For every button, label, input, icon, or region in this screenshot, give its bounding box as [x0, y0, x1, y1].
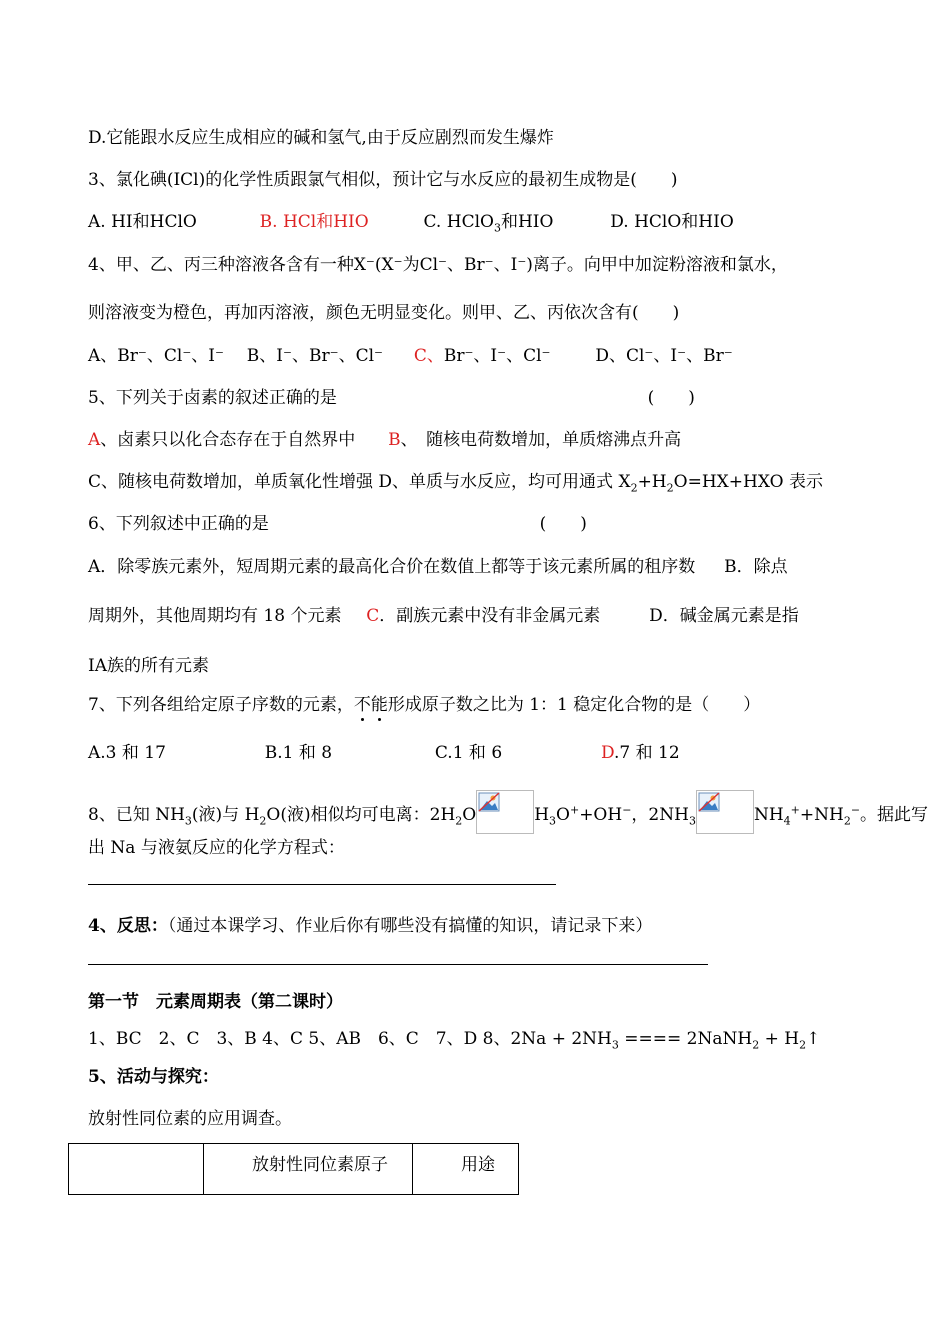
- reflection-title: 4、反思：: [88, 916, 168, 936]
- question-4-line1: 4、甲、乙、丙三种溶液各含有一种X⁻(X⁻为Cl⁻、Br⁻、I⁻)离子。向甲中加淀粉溶液和氯水，: [88, 255, 788, 275]
- q6-option-c-letter: C: [366, 606, 380, 626]
- q5-option-b: 、 随核电荷数增加，单质熔沸点升高: [400, 430, 682, 450]
- table-row: [69, 1144, 519, 1195]
- question-7-options: [88, 741, 680, 765]
- q4-option-b: B、I⁻、Br⁻、Cl⁻: [246, 346, 383, 366]
- q3-option-d: D. HClO和HIO: [610, 212, 734, 232]
- question-6-paren: ( ): [539, 514, 587, 534]
- activity-title: 5、活动与探究：: [88, 1067, 219, 1087]
- question-5-paren: ( ): [647, 388, 695, 408]
- q6-option-b-end: 周期外，其他周期均有 18 个元素: [88, 606, 342, 626]
- q6-option-d-start: D．碱金属元素是指: [649, 606, 799, 626]
- question-7: [88, 693, 760, 717]
- q5-option-c: C、随核电荷数增加，单质氧化性增强: [88, 472, 374, 492]
- question-8-line1: 8、已知 $NH_3$(液)与 $H_2O$(液)相似均可电离：$2H_2O$ $H_3O^++OH^-$，$2NH_3$ $NH_4^++NH_2^-$。据此写: [88, 790, 928, 834]
- question-4-options: [88, 344, 733, 368]
- question-6-line1: [88, 555, 788, 579]
- table-header-isotope: 放射性同位素原子: [204, 1144, 413, 1195]
- activity-text: 放射性同位素的应用调查。: [88, 1109, 292, 1129]
- q7-option-d-letter: D: [600, 743, 614, 763]
- q7-option-a: A.3 和 17: [88, 743, 166, 763]
- q5-option-b-letter: B: [388, 430, 401, 450]
- answers-line: 1、BC 2、C 3、B 4、C 5、AB 6、C 7、D 8、$2Na + 2NH_3$ ==== 2NaNH$_2$ + $H_2↑$: [88, 1029, 821, 1052]
- option-d-line: D.它能跟水反应生成相应的碱和氢气,由于反应剧烈而发生爆炸: [88, 128, 554, 148]
- question-5-ab: [88, 428, 681, 452]
- question-6: [88, 512, 587, 536]
- question-5-text: 5、下列关于卤素的叙述正确的是: [88, 388, 337, 408]
- q6-option-d-end: ⅠA族的所有元素: [88, 656, 209, 676]
- question-6-text: 6、下列叙述中正确的是: [88, 514, 269, 534]
- question-3-options: [88, 210, 734, 234]
- q5-option-d: D、单质与水反应，均可用通式 $X_2+H_2O=HX+HXO$ 表示: [378, 472, 823, 495]
- q6-option-c: ．副族元素中没有非金属元素: [379, 606, 601, 626]
- q4-option-d: D、Cl⁻、I⁻、Br⁻: [595, 346, 733, 366]
- q3-option-a: A. HI和HClO: [88, 212, 197, 232]
- q4-option-c-rest: Br⁻、I⁻、Cl⁻: [443, 346, 551, 366]
- question-7-pre: 7、下列各组给定原子序数的元素，: [88, 695, 354, 715]
- question-3: 3、氯化碘(ICl)的化学性质跟氯气相似，预计它与水反应的最初生成物是( ): [88, 170, 678, 190]
- q3-option-c: C. HClO$_3$和HIO: [423, 212, 554, 235]
- q5-option-a-letter: A: [88, 430, 101, 450]
- q7-option-d: .7 和 12: [614, 743, 680, 763]
- emphasis-char-2: 能: [370, 695, 388, 715]
- q6-option-a: A．除零族元素外，短周期元素的最高化合价在数值上都等于该元素所属的租序数: [88, 557, 696, 577]
- answer-line: [88, 884, 556, 885]
- isotope-table: [68, 1143, 519, 1195]
- question-5-cd: [88, 470, 823, 494]
- q3-option-b: B. HCl和HIO: [259, 212, 369, 232]
- emphasis-char-1: 不: [353, 695, 371, 715]
- question-4-line2: 则溶液变为橙色，再加丙溶液，颜色无明显变化。则甲、乙、丙依次含有( ): [88, 303, 680, 323]
- reflection-text: （通过本课学习、作业后你有哪些没有搞懂的知识，请记录下来）: [167, 916, 653, 936]
- broken-image-icon: [476, 790, 534, 834]
- question-7-post: 形成原子数之比为 1：1 稳定化合物的是（ ）: [387, 695, 761, 715]
- question-6-line2: [88, 604, 799, 628]
- reflection-line: [88, 964, 708, 965]
- q7-option-b: B.1 和 8: [264, 743, 333, 763]
- q5-option-a: 、卤素只以化合态存在于自然界中: [100, 430, 356, 450]
- q6-option-b-start: B．除点: [724, 557, 788, 577]
- question-8-line2: 出 Na 与液氨反应的化学方程式：: [88, 838, 345, 858]
- reflection: [88, 914, 652, 938]
- table-header-usage: 用途: [413, 1144, 519, 1195]
- question-5: [88, 386, 695, 410]
- q4-option-a: A、Br⁻、Cl⁻、I⁻: [88, 346, 224, 366]
- broken-image-icon: [696, 790, 754, 834]
- q7-option-c: C.1 和 6: [434, 743, 503, 763]
- table-cell: [69, 1144, 204, 1195]
- section-title: 第一节 元素周期表（第二课时）: [88, 992, 343, 1012]
- q4-option-c: C、: [413, 346, 444, 366]
